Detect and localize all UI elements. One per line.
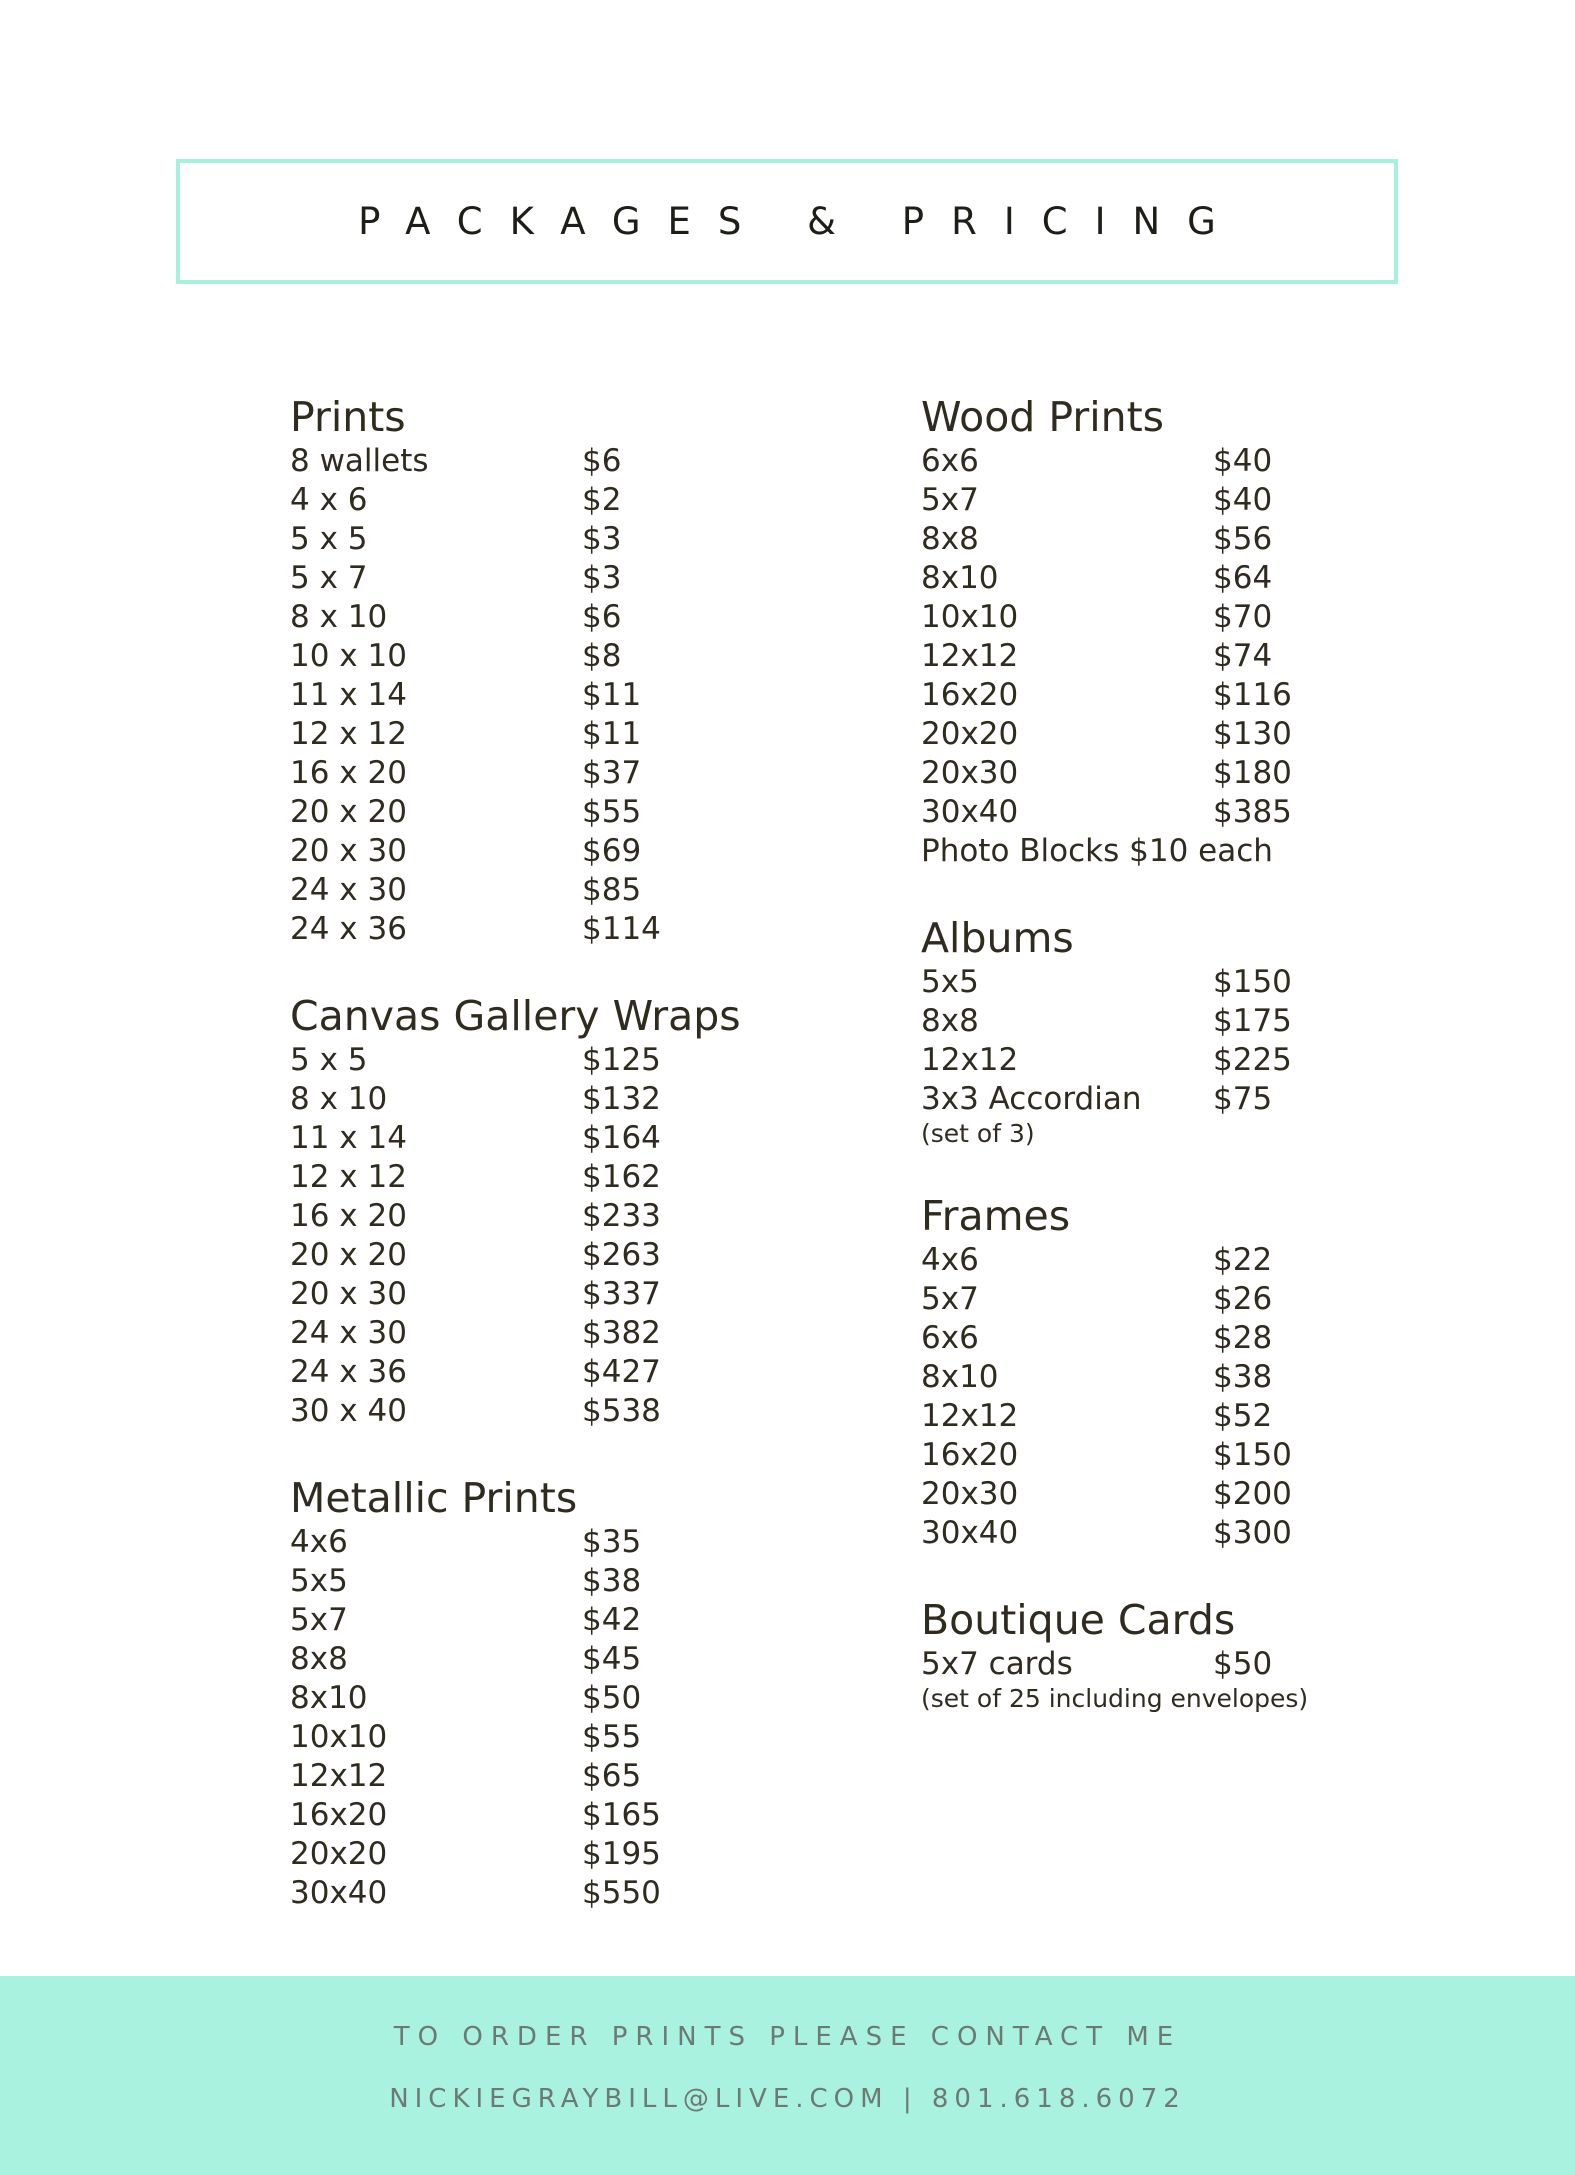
item-size: 24 x 30 bbox=[290, 1315, 407, 1351]
price-row bbox=[921, 1002, 1481, 1041]
item-price: $6 bbox=[582, 599, 622, 635]
price-row bbox=[290, 1796, 850, 1835]
item-size: 12x12 bbox=[921, 1042, 1019, 1078]
item-size: 3x3 Accordian bbox=[921, 1081, 1142, 1117]
item-size: 8x10 bbox=[921, 560, 999, 596]
price-row bbox=[921, 1280, 1481, 1319]
item-price: $11 bbox=[582, 716, 642, 752]
item-price: $26 bbox=[1213, 1281, 1273, 1317]
price-section bbox=[921, 1191, 1481, 1553]
price-section bbox=[290, 392, 850, 949]
item-price: $70 bbox=[1213, 599, 1273, 635]
item-size: 24 x 30 bbox=[290, 872, 407, 908]
price-row bbox=[921, 1436, 1481, 1475]
item-size: 16x20 bbox=[921, 1437, 1019, 1473]
section-title: Wood Prints bbox=[921, 393, 1165, 441]
price-row bbox=[921, 754, 1481, 793]
price-row bbox=[290, 793, 850, 832]
item-size: 10 x 10 bbox=[290, 638, 407, 674]
item-size: 5 x 7 bbox=[290, 560, 368, 596]
price-row bbox=[921, 715, 1481, 754]
price-row bbox=[290, 832, 850, 871]
item-price: $75 bbox=[1213, 1081, 1273, 1117]
footer-contact-info: NICKIEGRAYBILL@LIVE.COM | 801.618.6072 bbox=[389, 2084, 1186, 2114]
item-price: $427 bbox=[582, 1354, 661, 1390]
item-price: $125 bbox=[582, 1042, 661, 1078]
price-row bbox=[290, 1314, 850, 1353]
price-row bbox=[921, 963, 1481, 1002]
item-price: $132 bbox=[582, 1081, 661, 1117]
left-column bbox=[290, 392, 850, 1955]
item-price: $22 bbox=[1213, 1242, 1273, 1278]
price-row bbox=[290, 871, 850, 910]
item-price: $52 bbox=[1213, 1398, 1273, 1434]
price-row bbox=[921, 1241, 1481, 1280]
price-row bbox=[921, 1041, 1481, 1080]
item-price: $550 bbox=[582, 1875, 661, 1911]
item-price: $385 bbox=[1213, 794, 1292, 830]
item-size: 20 x 20 bbox=[290, 794, 407, 830]
price-row bbox=[290, 1601, 850, 1640]
item-price: $114 bbox=[582, 911, 661, 947]
footer-contact-prompt: TO ORDER PRINTS PLEASE CONTACT ME bbox=[393, 2022, 1182, 2052]
item-price: $69 bbox=[582, 833, 642, 869]
item-price: $40 bbox=[1213, 443, 1273, 479]
item-price: $164 bbox=[582, 1120, 661, 1156]
item-size: 8x8 bbox=[921, 1003, 979, 1039]
item-size: 5x7 bbox=[921, 482, 979, 518]
section-title: Frames bbox=[921, 1192, 1071, 1240]
item-size: 16x20 bbox=[290, 1797, 388, 1833]
price-row bbox=[290, 1562, 850, 1601]
item-size: 11 x 14 bbox=[290, 1120, 407, 1156]
price-row bbox=[290, 1353, 850, 1392]
item-size: 10x10 bbox=[290, 1719, 388, 1755]
price-row bbox=[921, 481, 1481, 520]
item-price: $64 bbox=[1213, 560, 1273, 596]
item-price: $45 bbox=[582, 1641, 642, 1677]
item-size: 16 x 20 bbox=[290, 1198, 407, 1234]
item-size: 30x40 bbox=[921, 1515, 1019, 1551]
section-title: Canvas Gallery Wraps bbox=[290, 992, 741, 1040]
item-price: $50 bbox=[1213, 1646, 1273, 1682]
item-size: 12 x 12 bbox=[290, 1159, 407, 1195]
item-price: $195 bbox=[582, 1836, 661, 1872]
price-row bbox=[290, 1718, 850, 1757]
price-row bbox=[290, 637, 850, 676]
price-section bbox=[921, 1595, 1481, 1714]
price-row bbox=[921, 1475, 1481, 1514]
price-row bbox=[921, 442, 1481, 481]
section-title: Metallic Prints bbox=[290, 1474, 578, 1522]
price-row bbox=[290, 1080, 850, 1119]
price-row bbox=[290, 1679, 850, 1718]
section-note: (set of 25 including envelopes) bbox=[921, 1684, 1309, 1713]
item-price: $150 bbox=[1213, 964, 1292, 1000]
item-size: 20 x 20 bbox=[290, 1237, 407, 1273]
item-size: 16 x 20 bbox=[290, 755, 407, 791]
item-size: 6x6 bbox=[921, 1320, 979, 1356]
item-price: $55 bbox=[582, 1719, 642, 1755]
item-size: 12 x 12 bbox=[290, 716, 407, 752]
item-size: 10x10 bbox=[921, 599, 1019, 635]
item-price: $28 bbox=[1213, 1320, 1273, 1356]
price-row bbox=[921, 676, 1481, 715]
item-size: 20x20 bbox=[290, 1836, 388, 1872]
item-size: 12x12 bbox=[290, 1758, 388, 1794]
item-size: 30x40 bbox=[290, 1875, 388, 1911]
item-price: $11 bbox=[582, 677, 642, 713]
item-price: $180 bbox=[1213, 755, 1292, 791]
price-row bbox=[290, 1874, 850, 1913]
item-size: 16x20 bbox=[921, 677, 1019, 713]
item-price: $538 bbox=[582, 1393, 661, 1429]
item-price: $3 bbox=[582, 560, 622, 596]
item-price: $225 bbox=[1213, 1042, 1292, 1078]
item-size: 8x8 bbox=[921, 521, 979, 557]
item-size: 20x30 bbox=[921, 755, 1019, 791]
item-size: 24 x 36 bbox=[290, 911, 407, 947]
price-row bbox=[290, 520, 850, 559]
item-price: $65 bbox=[582, 1758, 642, 1794]
page-title: PACKAGES & PRICING bbox=[358, 200, 1243, 243]
item-price: $35 bbox=[582, 1524, 642, 1560]
item-price: $42 bbox=[582, 1602, 642, 1638]
item-size: 4x6 bbox=[921, 1242, 979, 1278]
item-price: $382 bbox=[582, 1315, 661, 1351]
price-row bbox=[290, 676, 850, 715]
item-size: 20x30 bbox=[921, 1476, 1019, 1512]
price-row bbox=[290, 1523, 850, 1562]
price-row bbox=[290, 715, 850, 754]
item-size: 8 x 10 bbox=[290, 599, 388, 635]
item-price: $200 bbox=[1213, 1476, 1292, 1512]
price-row bbox=[290, 1275, 850, 1314]
item-price: $263 bbox=[582, 1237, 661, 1273]
item-price: $233 bbox=[582, 1198, 661, 1234]
price-row bbox=[290, 1119, 850, 1158]
item-size: 5x7 bbox=[290, 1602, 348, 1638]
footer-banner bbox=[0, 1976, 1575, 2175]
item-size: 11 x 14 bbox=[290, 677, 407, 713]
price-row bbox=[921, 1080, 1481, 1119]
item-size: 24 x 36 bbox=[290, 1354, 407, 1390]
item-size: 20 x 30 bbox=[290, 833, 407, 869]
right-column bbox=[921, 392, 1481, 1756]
price-row bbox=[290, 910, 850, 949]
price-row bbox=[290, 481, 850, 520]
price-section bbox=[921, 913, 1481, 1149]
item-price: $56 bbox=[1213, 521, 1273, 557]
item-price: $175 bbox=[1213, 1003, 1292, 1039]
item-price: $165 bbox=[582, 1797, 661, 1833]
section-title: Prints bbox=[290, 393, 406, 441]
price-row bbox=[290, 1835, 850, 1874]
item-size: 30 x 40 bbox=[290, 1393, 407, 1429]
item-size: 8 x 10 bbox=[290, 1081, 388, 1117]
section-title: Albums bbox=[921, 914, 1074, 962]
price-row bbox=[921, 793, 1481, 832]
price-row bbox=[290, 1757, 850, 1796]
price-section bbox=[290, 991, 850, 1431]
item-size: 12x12 bbox=[921, 1398, 1019, 1434]
extra-line: Photo Blocks $10 each bbox=[921, 833, 1273, 869]
item-price: $150 bbox=[1213, 1437, 1292, 1473]
price-row bbox=[290, 754, 850, 793]
item-size: 30x40 bbox=[921, 794, 1019, 830]
price-row bbox=[290, 1236, 850, 1275]
item-size: 6x6 bbox=[921, 443, 979, 479]
price-row bbox=[290, 1197, 850, 1236]
item-price: $162 bbox=[582, 1159, 661, 1195]
section-title: Boutique Cards bbox=[921, 1596, 1236, 1644]
item-price: $6 bbox=[582, 443, 622, 479]
item-size: 8x10 bbox=[290, 1680, 368, 1716]
item-price: $38 bbox=[582, 1563, 642, 1599]
item-price: $55 bbox=[582, 794, 642, 830]
item-price: $337 bbox=[582, 1276, 661, 1312]
price-row bbox=[921, 598, 1481, 637]
price-row bbox=[290, 559, 850, 598]
price-row bbox=[290, 1041, 850, 1080]
price-row bbox=[290, 598, 850, 637]
price-row bbox=[921, 1645, 1481, 1684]
price-row bbox=[921, 1397, 1481, 1436]
item-size: 4 x 6 bbox=[290, 482, 368, 518]
price-row bbox=[290, 1158, 850, 1197]
price-row bbox=[290, 1392, 850, 1431]
item-size: 12x12 bbox=[921, 638, 1019, 674]
item-price: $116 bbox=[1213, 677, 1292, 713]
price-row bbox=[921, 520, 1481, 559]
price-row bbox=[921, 637, 1481, 676]
price-row bbox=[921, 1358, 1481, 1397]
item-price: $8 bbox=[582, 638, 622, 674]
price-section bbox=[290, 1473, 850, 1913]
item-size: 8x8 bbox=[290, 1641, 348, 1677]
item-size: 20 x 30 bbox=[290, 1276, 407, 1312]
item-price: $2 bbox=[582, 482, 622, 518]
item-size: 5x7 cards bbox=[921, 1646, 1073, 1682]
item-size: 5 x 5 bbox=[290, 521, 368, 557]
item-price: $85 bbox=[582, 872, 642, 908]
price-row bbox=[290, 442, 850, 481]
item-price: $40 bbox=[1213, 482, 1273, 518]
price-section bbox=[921, 392, 1481, 871]
price-row bbox=[921, 559, 1481, 598]
item-size: 4x6 bbox=[290, 1524, 348, 1560]
item-price: $3 bbox=[582, 521, 622, 557]
item-price: $37 bbox=[582, 755, 642, 791]
item-price: $50 bbox=[582, 1680, 642, 1716]
item-size: 5 x 5 bbox=[290, 1042, 368, 1078]
item-size: 20x20 bbox=[921, 716, 1019, 752]
price-row bbox=[290, 1640, 850, 1679]
item-size: 8 wallets bbox=[290, 443, 429, 479]
item-size: 8x10 bbox=[921, 1359, 999, 1395]
item-price: $38 bbox=[1213, 1359, 1273, 1395]
price-row bbox=[921, 1319, 1481, 1358]
item-price: $74 bbox=[1213, 638, 1273, 674]
item-size: 5x5 bbox=[290, 1563, 348, 1599]
section-note: (set of 3) bbox=[921, 1119, 1035, 1148]
item-size: 5x7 bbox=[921, 1281, 979, 1317]
item-price: $130 bbox=[1213, 716, 1292, 752]
title-box bbox=[176, 159, 1398, 284]
item-price: $300 bbox=[1213, 1515, 1292, 1551]
item-size: 5x5 bbox=[921, 964, 979, 1000]
price-row bbox=[921, 1514, 1481, 1553]
